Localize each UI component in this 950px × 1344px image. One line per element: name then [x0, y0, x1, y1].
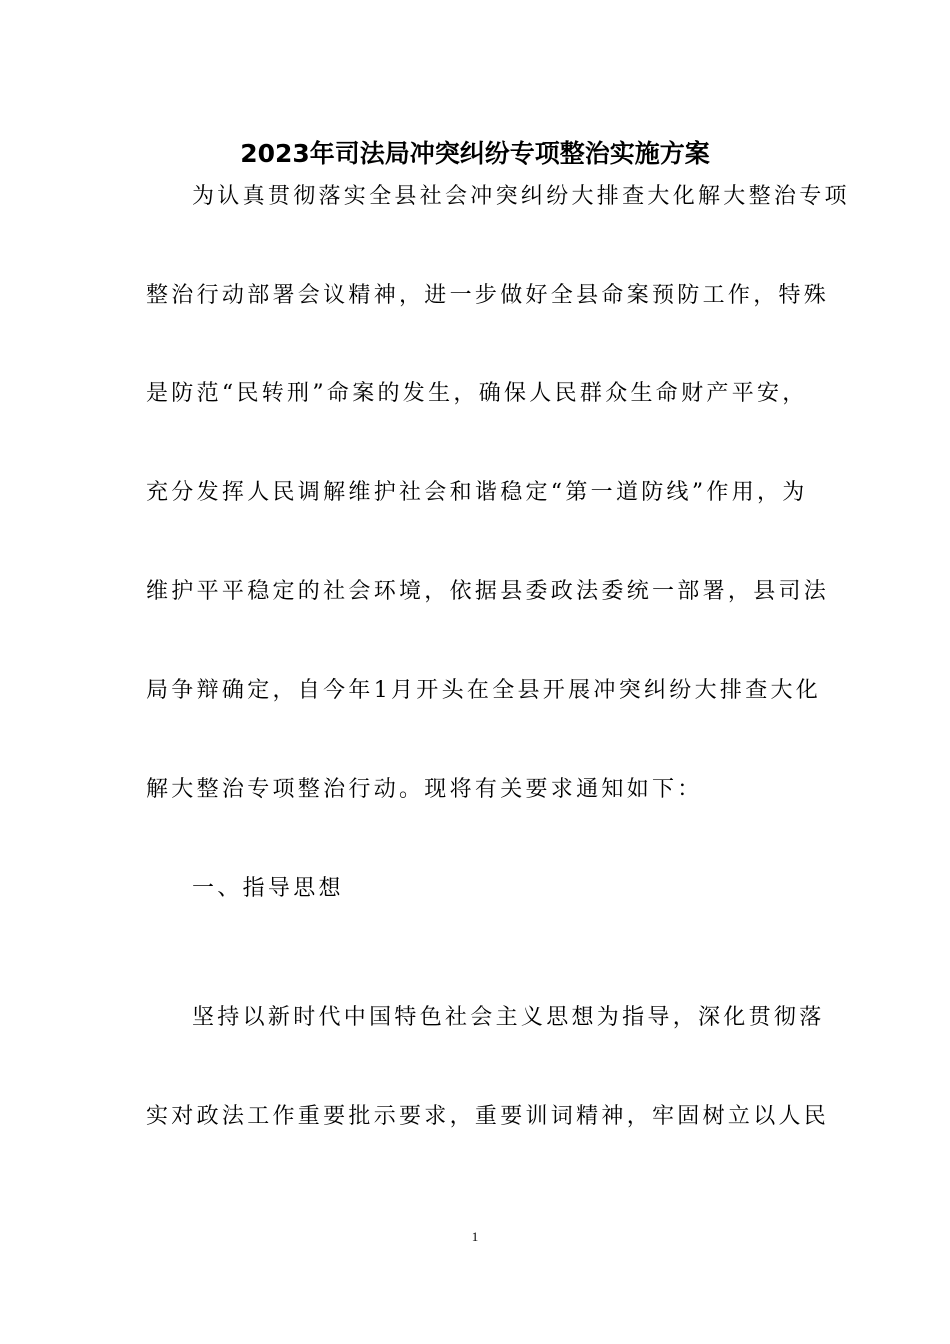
paragraph-line: 为认真贯彻落实全县社会冲突纠纷大排查大化解大整治专项: [192, 184, 850, 209]
paragraph-line: 解大整治专项整治行动。现将有关要求通知如下：: [146, 777, 703, 802]
paragraph-line: 坚持以新时代中国特色社会主义思想为指导，深化贯彻落: [192, 1005, 825, 1030]
paragraph-line: 是防范“民转刑”命案的发生，确保人民群众生命财产平安，: [146, 381, 808, 406]
page-number: 1: [471, 1229, 479, 1244]
document-title: 2023年司法局冲突纠纷专项整治实施方案: [240, 139, 710, 168]
section-heading: 一、指导思想: [192, 876, 344, 901]
paragraph-line: 局争辩确定，自今年1月开头在全县开展冲突纠纷大排查大化: [146, 678, 822, 703]
paragraph-line: 整治行动部署会议精神，进一步做好全县命案预防工作，特殊: [146, 283, 830, 308]
paragraph-line: 充分发挥人民调解维护社会和谐稳定“第一道防线”作用，为: [146, 480, 808, 505]
paragraph-line: 实对政法工作重要批示要求，重要训词精神，牢固树立以人民: [146, 1104, 830, 1129]
paragraph-line: 维护平平稳定的社会环境，依据县委政法委统一部署，县司法: [146, 579, 830, 604]
